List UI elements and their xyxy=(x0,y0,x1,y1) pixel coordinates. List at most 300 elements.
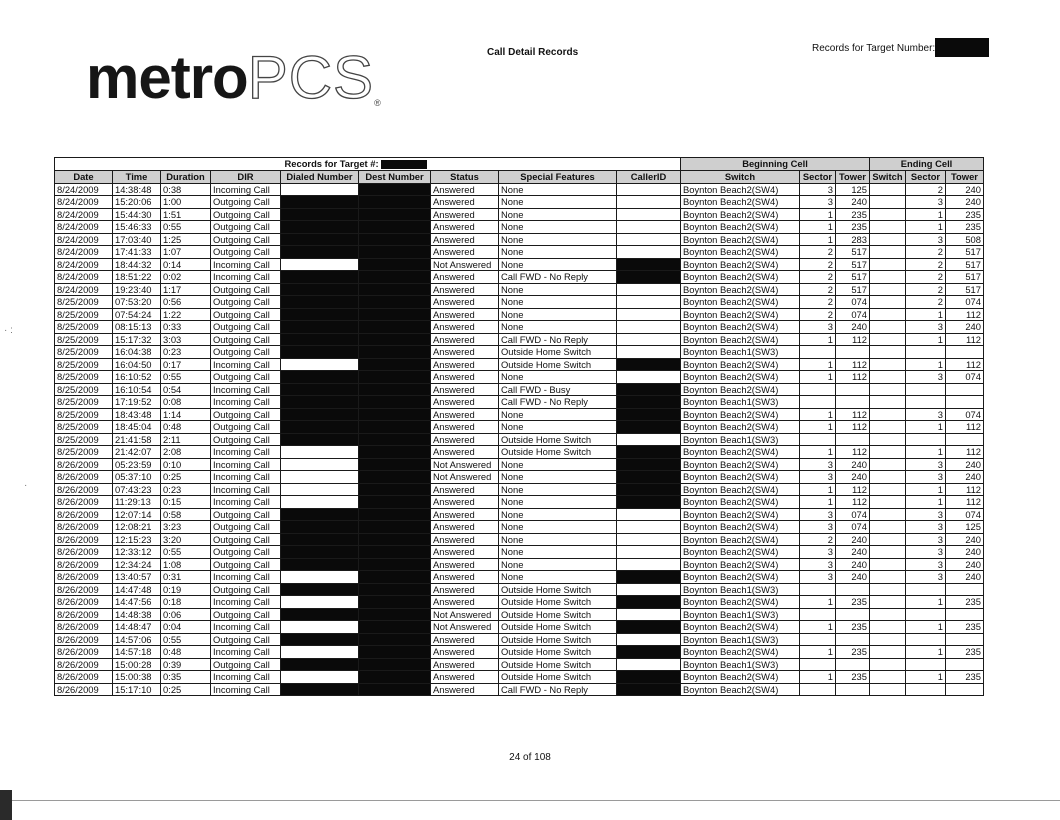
cell-date: 8/26/2009 xyxy=(55,571,113,584)
cell-direction: Outgoing Call xyxy=(211,296,281,309)
cell-callerid xyxy=(617,521,681,534)
cell-duration: 0:55 xyxy=(161,371,211,384)
cell-date: 8/25/2009 xyxy=(55,308,113,321)
cell-direction: Outgoing Call xyxy=(211,633,281,646)
cell-direction: Outgoing Call xyxy=(211,521,281,534)
cell-direction: Incoming Call xyxy=(211,646,281,659)
cell-end-tower xyxy=(946,658,984,671)
table-row xyxy=(55,221,984,234)
cell-end-switch xyxy=(870,533,906,546)
cell-status: Answered xyxy=(431,333,499,346)
table-row xyxy=(55,183,984,196)
cell-end-tower xyxy=(946,608,984,621)
cell-begin-sector: 1 xyxy=(800,358,836,371)
cell-end-sector: 1 xyxy=(906,221,946,234)
redacted-dest-number xyxy=(359,396,431,409)
cell-begin-tower: 112 xyxy=(836,483,870,496)
cell-date: 8/26/2009 xyxy=(55,683,113,696)
cell-duration: 3:23 xyxy=(161,521,211,534)
redacted-dialed-number xyxy=(281,271,359,284)
cell-end-tower: 240 xyxy=(946,571,984,584)
col-duration: Duration xyxy=(161,171,211,184)
cell-end-switch xyxy=(870,208,906,221)
cell-direction: Outgoing Call xyxy=(211,246,281,259)
cell-begin-switch: Boynton Beach2(SW4) xyxy=(681,358,800,371)
redacted-dest-number xyxy=(359,371,431,384)
cell-begin-sector: 1 xyxy=(800,408,836,421)
page-number: 24 of 108 xyxy=(509,752,551,763)
cell-end-tower xyxy=(946,583,984,596)
cell-status: Answered xyxy=(431,521,499,534)
col-status: Status xyxy=(431,171,499,184)
cell-end-sector: 1 xyxy=(906,596,946,609)
cell-end-switch xyxy=(870,596,906,609)
cell-special-features: Outside Home Switch xyxy=(499,621,617,634)
cell-date: 8/26/2009 xyxy=(55,583,113,596)
cell-end-sector xyxy=(906,608,946,621)
cell-end-switch xyxy=(870,608,906,621)
cell-begin-sector: 3 xyxy=(800,558,836,571)
cell-end-tower: 240 xyxy=(946,321,984,334)
redacted-dest-number xyxy=(359,283,431,296)
cell-begin-switch: Boynton Beach2(SW4) xyxy=(681,308,800,321)
redacted-target-inline xyxy=(381,160,427,169)
cell-date: 8/26/2009 xyxy=(55,546,113,559)
cell-begin-sector: 1 xyxy=(800,421,836,434)
cell-date: 8/26/2009 xyxy=(55,596,113,609)
cell-direction: Outgoing Call xyxy=(211,508,281,521)
cell-end-sector: 1 xyxy=(906,446,946,459)
cell-end-sector: 3 xyxy=(906,458,946,471)
cell-begin-switch: Boynton Beach2(SW4) xyxy=(681,508,800,521)
cell-special-features: None xyxy=(499,196,617,209)
cell-end-sector xyxy=(906,433,946,446)
cell-end-tower: 517 xyxy=(946,271,984,284)
cell-direction: Incoming Call xyxy=(211,183,281,196)
cell-special-features: None xyxy=(499,546,617,559)
table-row xyxy=(55,671,984,684)
cell-date: 8/24/2009 xyxy=(55,183,113,196)
cell-time: 12:33:12 xyxy=(113,546,161,559)
cell-status: Answered xyxy=(431,421,499,434)
cell-duration: 0:18 xyxy=(161,596,211,609)
cell-begin-sector: 2 xyxy=(800,271,836,284)
cell-end-sector: 1 xyxy=(906,646,946,659)
cell-duration: 0:55 xyxy=(161,633,211,646)
cell-status: Answered xyxy=(431,658,499,671)
table-row xyxy=(55,683,984,696)
cell-time: 14:57:18 xyxy=(113,646,161,659)
cell-time: 14:48:38 xyxy=(113,608,161,621)
cell-begin-sector: 2 xyxy=(800,533,836,546)
cell-special-features: Call FWD - Busy xyxy=(499,383,617,396)
redacted-dialed-number xyxy=(281,246,359,259)
redacted-dialed-number xyxy=(281,608,359,621)
cell-special-features: None xyxy=(499,233,617,246)
cell-end-switch xyxy=(870,221,906,234)
table-row xyxy=(55,483,984,496)
cell-end-sector xyxy=(906,683,946,696)
cell-time: 16:04:38 xyxy=(113,346,161,359)
cell-direction: Incoming Call xyxy=(211,358,281,371)
cell-date: 8/25/2009 xyxy=(55,296,113,309)
cell-end-tower: 240 xyxy=(946,533,984,546)
cell-callerid xyxy=(617,608,681,621)
redacted-target-number xyxy=(935,38,989,57)
cell-end-tower: 112 xyxy=(946,446,984,459)
redacted-callerid xyxy=(617,683,681,696)
cell-end-tower: 235 xyxy=(946,596,984,609)
cell-end-switch xyxy=(870,346,906,359)
cell-duration: 0:58 xyxy=(161,508,211,521)
cell-end-switch xyxy=(870,546,906,559)
cell-date: 8/25/2009 xyxy=(55,446,113,459)
cell-status: Answered xyxy=(431,408,499,421)
redacted-dialed-number xyxy=(281,196,359,209)
cell-status: Answered xyxy=(431,546,499,559)
cell-begin-tower: 112 xyxy=(836,496,870,509)
cell-begin-sector: 2 xyxy=(800,246,836,259)
scan-artifact: · xyxy=(24,480,28,491)
cell-dialed-number xyxy=(281,458,359,471)
cell-date: 8/24/2009 xyxy=(55,196,113,209)
cell-end-switch xyxy=(870,446,906,459)
cell-special-features: Call FWD - No Reply xyxy=(499,683,617,696)
redacted-dest-number xyxy=(359,483,431,496)
cell-callerid xyxy=(617,208,681,221)
redacted-dialed-number xyxy=(281,583,359,596)
cell-time: 07:43:23 xyxy=(113,483,161,496)
document-title: Call Detail Records xyxy=(487,47,579,58)
cell-callerid xyxy=(617,546,681,559)
cell-end-switch xyxy=(870,683,906,696)
cell-begin-tower: 112 xyxy=(836,371,870,384)
cell-special-features: None xyxy=(499,471,617,484)
cell-begin-tower: 517 xyxy=(836,258,870,271)
cell-begin-tower: 240 xyxy=(836,196,870,209)
cell-end-switch xyxy=(870,421,906,434)
cell-end-sector xyxy=(906,346,946,359)
cell-date: 8/24/2009 xyxy=(55,233,113,246)
cell-begin-tower: 074 xyxy=(836,508,870,521)
table-row xyxy=(55,321,984,334)
cell-end-tower: 074 xyxy=(946,371,984,384)
cell-direction: Outgoing Call xyxy=(211,321,281,334)
cell-callerid xyxy=(617,221,681,234)
cell-begin-sector: 2 xyxy=(800,296,836,309)
redacted-dest-number xyxy=(359,321,431,334)
cell-begin-switch: Boynton Beach1(SW3) xyxy=(681,608,800,621)
cell-direction: Incoming Call xyxy=(211,621,281,634)
cell-begin-switch: Boynton Beach2(SW4) xyxy=(681,483,800,496)
cell-begin-switch: Boynton Beach1(SW3) xyxy=(681,633,800,646)
cell-special-features: Outside Home Switch xyxy=(499,433,617,446)
cell-end-sector: 3 xyxy=(906,233,946,246)
cell-status: Answered xyxy=(431,358,499,371)
cell-callerid xyxy=(617,333,681,346)
table-row xyxy=(55,233,984,246)
cell-begin-switch: Boynton Beach2(SW4) xyxy=(681,383,800,396)
table-row xyxy=(55,308,984,321)
cell-special-features: None xyxy=(499,283,617,296)
redacted-callerid xyxy=(617,396,681,409)
cell-end-switch xyxy=(870,183,906,196)
cell-end-sector xyxy=(906,633,946,646)
redacted-dialed-number xyxy=(281,233,359,246)
cell-dialed-number xyxy=(281,358,359,371)
redacted-dest-number xyxy=(359,358,431,371)
cell-end-sector: 3 xyxy=(906,471,946,484)
cell-status: Answered xyxy=(431,396,499,409)
cell-status: Answered xyxy=(431,383,499,396)
cell-time: 14:48:47 xyxy=(113,621,161,634)
col-end-tower: Tower xyxy=(946,171,984,184)
redacted-dialed-number xyxy=(281,221,359,234)
cell-begin-tower xyxy=(836,633,870,646)
scan-edge-shadow xyxy=(0,790,12,820)
cell-callerid xyxy=(617,533,681,546)
cell-begin-sector: 3 xyxy=(800,521,836,534)
cell-dialed-number xyxy=(281,571,359,584)
cell-callerid xyxy=(617,658,681,671)
redacted-dest-number xyxy=(359,233,431,246)
cell-status: Answered xyxy=(431,271,499,284)
redacted-dialed-number xyxy=(281,546,359,559)
cell-duration: 0:35 xyxy=(161,671,211,684)
redacted-dest-number xyxy=(359,633,431,646)
cell-begin-switch: Boynton Beach2(SW4) xyxy=(681,208,800,221)
cell-time: 13:40:57 xyxy=(113,571,161,584)
table-row xyxy=(55,608,984,621)
cell-begin-sector: 1 xyxy=(800,371,836,384)
cell-date: 8/26/2009 xyxy=(55,633,113,646)
cell-begin-switch: Boynton Beach2(SW4) xyxy=(681,283,800,296)
cell-begin-switch: Boynton Beach2(SW4) xyxy=(681,596,800,609)
redacted-dest-number xyxy=(359,296,431,309)
redacted-dialed-number xyxy=(281,408,359,421)
table-row xyxy=(55,208,984,221)
col-begin-tower: Tower xyxy=(836,171,870,184)
col-dest-number: Dest Number xyxy=(359,171,431,184)
cell-end-tower: 240 xyxy=(946,458,984,471)
cell-date: 8/26/2009 xyxy=(55,508,113,521)
col-dialed-number: Dialed Number xyxy=(281,171,359,184)
cell-begin-switch: Boynton Beach2(SW4) xyxy=(681,246,800,259)
cell-time: 19:23:40 xyxy=(113,283,161,296)
cell-time: 21:42:07 xyxy=(113,446,161,459)
cell-begin-sector: 3 xyxy=(800,321,836,334)
cell-status: Not Answered xyxy=(431,258,499,271)
redacted-dialed-number xyxy=(281,371,359,384)
cell-begin-switch: Boynton Beach2(SW4) xyxy=(681,258,800,271)
cell-begin-sector: 1 xyxy=(800,483,836,496)
cell-duration: 1:00 xyxy=(161,196,211,209)
cell-begin-sector xyxy=(800,433,836,446)
cell-special-features: Outside Home Switch xyxy=(499,646,617,659)
cell-end-switch xyxy=(870,258,906,271)
cell-begin-tower: 240 xyxy=(836,558,870,571)
cell-end-switch xyxy=(870,621,906,634)
cell-duration: 0:04 xyxy=(161,621,211,634)
cell-begin-tower xyxy=(836,608,870,621)
cell-direction: Outgoing Call xyxy=(211,371,281,384)
cell-duration: 0:06 xyxy=(161,608,211,621)
cell-end-switch xyxy=(870,458,906,471)
table-row xyxy=(55,596,984,609)
redacted-callerid xyxy=(617,458,681,471)
cell-status: Answered xyxy=(431,183,499,196)
table-row xyxy=(55,196,984,209)
cell-end-switch xyxy=(870,583,906,596)
cell-special-features: None xyxy=(499,296,617,309)
cell-end-switch xyxy=(870,571,906,584)
cell-special-features: Outside Home Switch xyxy=(499,671,617,684)
redacted-dialed-number xyxy=(281,421,359,434)
redacted-dialed-number xyxy=(281,683,359,696)
cell-special-features: None xyxy=(499,421,617,434)
col-end-sector: Sector xyxy=(906,171,946,184)
cell-end-sector: 3 xyxy=(906,558,946,571)
cell-status: Answered xyxy=(431,296,499,309)
cell-begin-switch: Boynton Beach2(SW4) xyxy=(681,496,800,509)
redacted-callerid xyxy=(617,571,681,584)
cell-direction: Outgoing Call xyxy=(211,533,281,546)
cell-begin-tower: 125 xyxy=(836,183,870,196)
cell-begin-sector: 3 xyxy=(800,546,836,559)
beginning-cell-header: Beginning Cell xyxy=(681,158,870,171)
cell-direction: Outgoing Call xyxy=(211,546,281,559)
cell-begin-tower xyxy=(836,383,870,396)
cell-date: 8/24/2009 xyxy=(55,208,113,221)
cell-end-tower: 235 xyxy=(946,208,984,221)
redacted-dest-number xyxy=(359,546,431,559)
cell-dialed-number xyxy=(281,621,359,634)
cell-status: Answered xyxy=(431,671,499,684)
cell-direction: Incoming Call xyxy=(211,471,281,484)
cell-end-switch xyxy=(870,433,906,446)
redacted-callerid xyxy=(617,358,681,371)
cell-status: Answered xyxy=(431,346,499,359)
cell-date: 8/25/2009 xyxy=(55,371,113,384)
table-row xyxy=(55,508,984,521)
table-row xyxy=(55,246,984,259)
col-callerid: CallerID xyxy=(617,171,681,184)
cell-end-sector: 3 xyxy=(906,371,946,384)
cell-end-sector: 2 xyxy=(906,283,946,296)
cell-special-features: None xyxy=(499,221,617,234)
cell-end-sector: 1 xyxy=(906,421,946,434)
cell-time: 14:38:48 xyxy=(113,183,161,196)
cell-end-switch xyxy=(870,671,906,684)
cell-end-tower xyxy=(946,346,984,359)
cell-status: Answered xyxy=(431,433,499,446)
cell-duration: 0:10 xyxy=(161,458,211,471)
cell-direction: Outgoing Call xyxy=(211,658,281,671)
cell-duration: 0:08 xyxy=(161,396,211,409)
cell-end-switch xyxy=(870,483,906,496)
cell-end-tower: 240 xyxy=(946,471,984,484)
cell-direction: Incoming Call xyxy=(211,683,281,696)
cell-special-features: None xyxy=(499,246,617,259)
cell-special-features: None xyxy=(499,408,617,421)
redacted-callerid xyxy=(617,596,681,609)
redacted-dest-number xyxy=(359,421,431,434)
cell-begin-tower xyxy=(836,658,870,671)
redacted-callerid xyxy=(617,671,681,684)
cell-special-features: None xyxy=(499,458,617,471)
redacted-dialed-number xyxy=(281,396,359,409)
redacted-dest-number xyxy=(359,346,431,359)
redacted-dest-number xyxy=(359,271,431,284)
cell-callerid xyxy=(617,321,681,334)
cell-direction: Outgoing Call xyxy=(211,283,281,296)
cell-status: Answered xyxy=(431,246,499,259)
cell-begin-switch: Boynton Beach2(SW4) xyxy=(681,471,800,484)
cell-begin-sector xyxy=(800,583,836,596)
logo-registered: ® xyxy=(374,98,381,108)
redacted-dest-number xyxy=(359,608,431,621)
cell-end-sector: 3 xyxy=(906,521,946,534)
cell-begin-sector: 1 xyxy=(800,333,836,346)
cell-duration: 0:38 xyxy=(161,183,211,196)
cell-begin-sector: 3 xyxy=(800,183,836,196)
redacted-callerid xyxy=(617,646,681,659)
cell-dialed-number xyxy=(281,483,359,496)
cell-begin-switch: Boynton Beach1(SW3) xyxy=(681,433,800,446)
target-banner-label: Records for Target #: xyxy=(284,157,379,169)
cell-begin-sector: 2 xyxy=(800,308,836,321)
cell-status: Answered xyxy=(431,371,499,384)
cell-begin-switch: Boynton Beach2(SW4) xyxy=(681,333,800,346)
cell-duration: 1:08 xyxy=(161,558,211,571)
redacted-dialed-number xyxy=(281,558,359,571)
cell-date: 8/26/2009 xyxy=(55,483,113,496)
cell-direction: Outgoing Call xyxy=(211,433,281,446)
cell-end-switch xyxy=(870,646,906,659)
cell-begin-switch: Boynton Beach2(SW4) xyxy=(681,458,800,471)
cell-time: 15:00:38 xyxy=(113,671,161,684)
redacted-callerid xyxy=(617,471,681,484)
cell-date: 8/25/2009 xyxy=(55,421,113,434)
cell-status: Answered xyxy=(431,196,499,209)
cell-end-switch xyxy=(870,233,906,246)
cell-begin-sector: 1 xyxy=(800,221,836,234)
cell-begin-tower: 235 xyxy=(836,671,870,684)
cell-end-tower: 508 xyxy=(946,233,984,246)
cell-end-switch xyxy=(870,308,906,321)
redacted-callerid xyxy=(617,621,681,634)
cell-status: Not Answered xyxy=(431,471,499,484)
cell-duration: 0:14 xyxy=(161,258,211,271)
redacted-dest-number xyxy=(359,558,431,571)
cell-status: Answered xyxy=(431,683,499,696)
cell-begin-switch: Boynton Beach2(SW4) xyxy=(681,521,800,534)
cell-time: 14:47:56 xyxy=(113,596,161,609)
cell-dialed-number xyxy=(281,183,359,196)
redacted-dest-number xyxy=(359,683,431,696)
call-detail-table xyxy=(54,157,984,696)
cell-begin-tower: 240 xyxy=(836,458,870,471)
redacted-callerid xyxy=(617,258,681,271)
redacted-dest-number xyxy=(359,521,431,534)
cell-direction: Incoming Call xyxy=(211,483,281,496)
column-header-row xyxy=(55,171,984,184)
cell-direction: Incoming Call xyxy=(211,396,281,409)
redacted-dialed-number xyxy=(281,508,359,521)
cell-end-switch xyxy=(870,358,906,371)
cell-status: Not Answered xyxy=(431,608,499,621)
table-row xyxy=(55,358,984,371)
